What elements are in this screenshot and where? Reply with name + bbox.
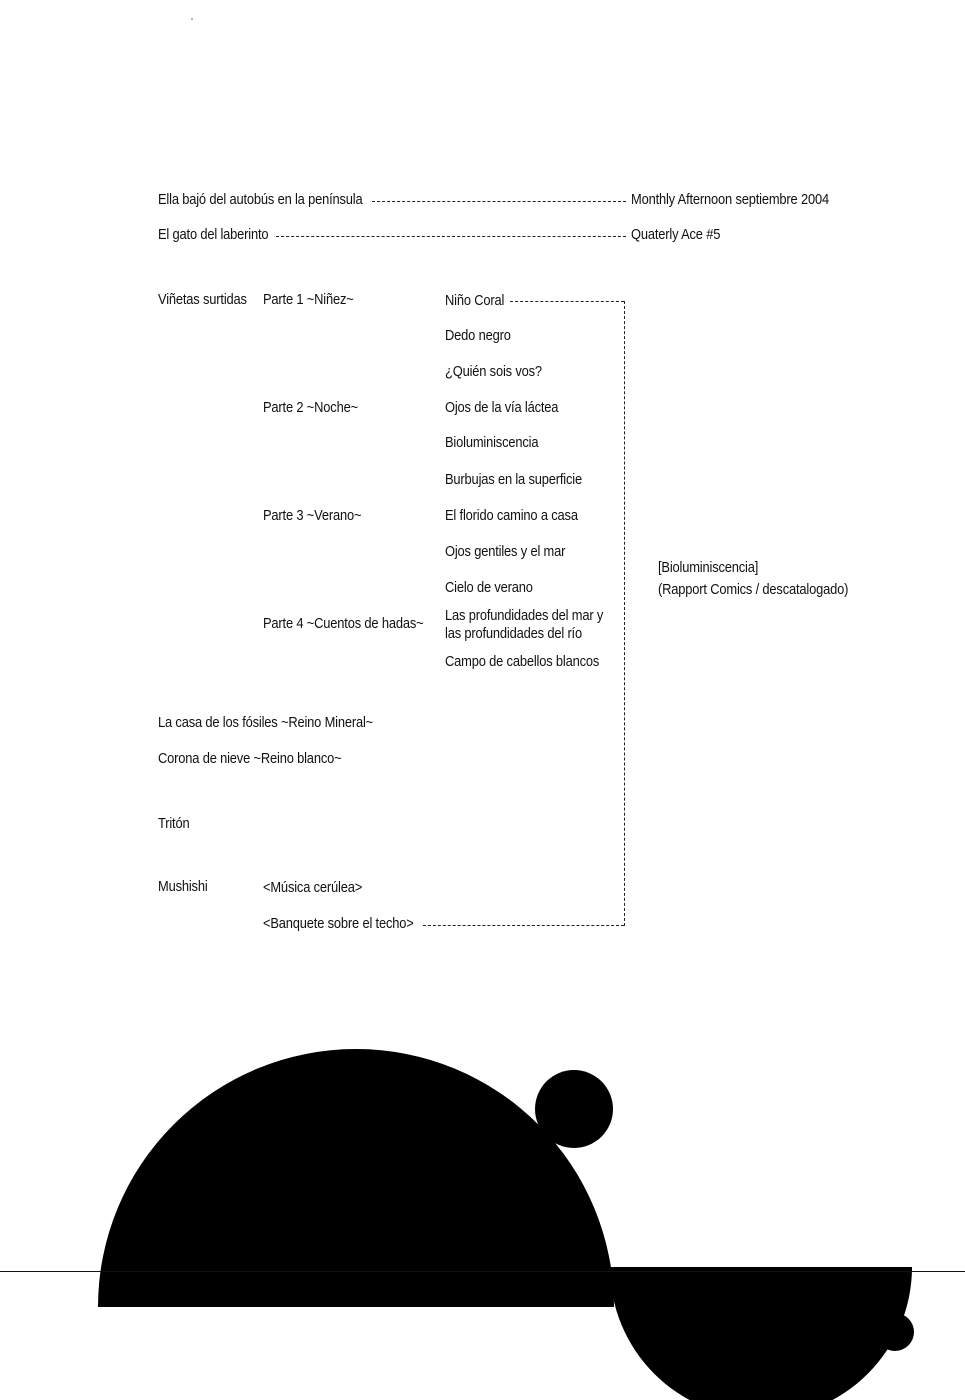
horizon-line	[0, 1271, 965, 1272]
story-item: Cielo de verano	[445, 579, 533, 596]
bracket-vertical-line	[624, 301, 625, 926]
lower-half-circle	[610, 1116, 912, 1400]
paper-speck	[191, 18, 193, 20]
leader-line-2	[276, 236, 626, 237]
story-item: El florido camino a casa	[445, 507, 578, 524]
mushishi-item: <Música cerúlea>	[263, 879, 363, 896]
part-label-4: Parte 4 ~Cuentos de hadas~	[263, 615, 424, 632]
work-title: La casa de los fósiles ~Reino Mineral~	[158, 714, 374, 731]
story-item: Campo de cabellos blancos	[445, 653, 600, 670]
decorative-artwork	[0, 1040, 965, 1400]
entry-source-2: Quaterly Ace #5	[631, 226, 721, 243]
collection-publisher: (Rapport Comics / descatalogado)	[658, 581, 849, 598]
mushishi-label: Mushishi	[158, 878, 208, 895]
small-circle-bottom	[876, 1313, 914, 1351]
work-title: Corona de nieve ~Reino blanco~	[158, 750, 342, 767]
entry-source-1: Monthly Afternoon septiembre 2004	[631, 191, 829, 208]
story-item: Ojos de la vía láctea	[445, 399, 559, 416]
story-item: ¿Quién sois vos?	[445, 363, 542, 380]
part-label-2: Parte 2 ~Noche~	[263, 399, 358, 416]
entry-title-2: El gato del laberinto	[158, 226, 269, 243]
bracket-top-line	[510, 301, 624, 302]
story-item: Bioluminiscencia	[445, 434, 539, 451]
story-item: Dedo negro	[445, 327, 511, 344]
work-title: Tritón	[158, 815, 190, 832]
part-label-1: Parte 1 ~Niñez~	[263, 291, 354, 308]
mushishi-item: <Banquete sobre el techo>	[263, 915, 414, 932]
collection-title: [Bioluminiscencia]	[658, 559, 759, 576]
small-circle-top	[535, 1070, 613, 1148]
story-item: Burbujas en la superficie	[445, 471, 582, 488]
part-label-3: Parte 3 ~Verano~	[263, 507, 362, 524]
vinetas-label: Viñetas surtidas	[158, 291, 247, 308]
story-item: Niño Coral	[445, 292, 505, 309]
story-item: Ojos gentiles y el mar	[445, 543, 566, 560]
bracket-bottom-line	[423, 925, 624, 926]
entry-title-1: Ella bajó del autobús en la península	[158, 191, 363, 208]
leader-line-1	[372, 201, 626, 202]
story-item: Las profundidades del mar y las profundidades del río	[445, 607, 604, 642]
